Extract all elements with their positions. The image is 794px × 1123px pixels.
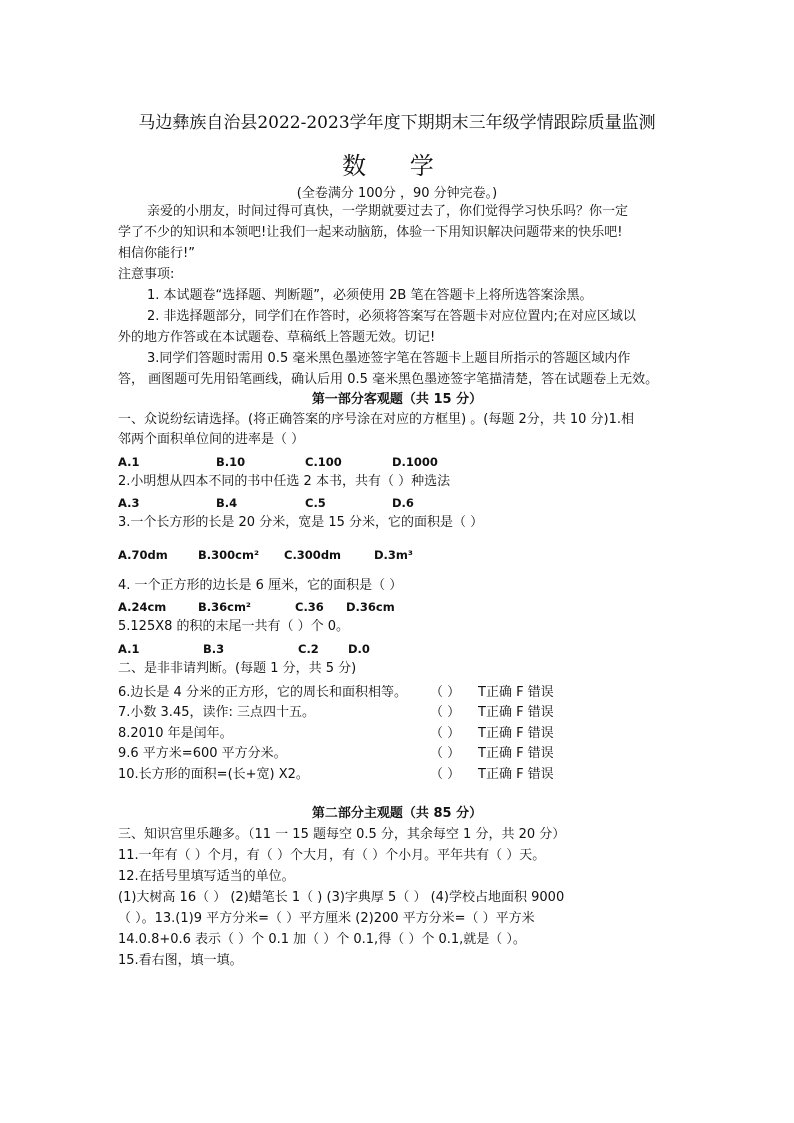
- q2-option-a: A.3: [118, 496, 140, 510]
- intro-line-2: 学了不少的知识和本领吧!让我们一起来动脑筋，体验一下用知识解决问题带来的快乐吧!: [118, 225, 623, 240]
- q2-option-c: C.5: [305, 496, 326, 510]
- part1-heading: 第一部分客观题（共 15 分）: [311, 392, 483, 407]
- intro-line-3: 相信你能行!”: [118, 246, 195, 261]
- q4-option-c: C.36: [295, 600, 324, 614]
- judge-item: [118, 763, 578, 782]
- q3-option-c: C.300dm: [284, 548, 342, 562]
- judge-true-false: T正确 F 错误: [478, 685, 554, 700]
- q5-option-a: A.1: [118, 642, 140, 656]
- q12-text: 12.在括号里填写适当的单位。: [118, 869, 295, 884]
- note-3b: 答， 画图题可先用铅笔画线，确认后用 0.5 毫米黑色墨迹签字笔描清楚，答在试题卷上无效。: [118, 372, 659, 387]
- q2-option-b: B.4: [216, 496, 238, 510]
- q3-text: 3.一个长方形的长是 20 分米，宽是 15 分米，它的面积是（ ）: [118, 515, 484, 530]
- judge-answer-blank: （ ）: [430, 705, 461, 720]
- part2-heading: 第二部分主观题（共 85 分）: [311, 806, 483, 821]
- q2-option-d: D.6: [392, 496, 414, 510]
- q1-option-c: C.100: [305, 455, 342, 469]
- note-1: 1. 本试题卷“选择题、判断题”，必须使用 2B 笔在答题卡上将所选答案涂黑。: [147, 288, 593, 303]
- judge-question: 8.2010 年是闰年。: [118, 726, 233, 741]
- judge-question: 10.长方形的面积=(长+宽) X2。: [118, 767, 309, 782]
- section3-heading: 三、知识宫里乐趣多。（11 一 15 题每空 0.5 分，其余每空 1 分，共 20 分）: [118, 827, 566, 842]
- judge-item: [118, 722, 578, 741]
- judge-true-false: T正确 F 错误: [478, 705, 554, 720]
- section1-line-b: 邻两个面积单位间的进率是（ ）: [118, 432, 305, 447]
- q1-option-a: A.1: [118, 455, 140, 469]
- q3-option-a: A.70dm: [118, 548, 168, 562]
- note-3a: 3.同学们答题时需用 0.5 毫米黑色墨迹签字笔在答题卡上题目所指示的答题区域内作: [147, 351, 631, 366]
- q4-option-d: D.36cm: [346, 600, 395, 614]
- exam-score-note: (全卷满分 100分 ，90 分钟完卷。): [296, 186, 498, 201]
- q13-line: （ ）。13.(1)9 平方分米=（ ）平方厘米 (2)200 平方分米=（ ）平方米: [118, 911, 535, 926]
- q5-option-c: C.2: [298, 642, 319, 656]
- judge-question: 7.小数 3.45，读作: 三点四十五。: [118, 705, 315, 720]
- judge-true-false: T正确 F 错误: [478, 746, 554, 761]
- q4-option-b: B.36cm²: [198, 600, 251, 614]
- q3-option-d: D.3m³: [374, 548, 413, 562]
- judge-question: 6.边长是 4 分米的正方形，它的周长和面积相等。: [118, 685, 407, 700]
- notes-heading: 注意事项:: [118, 267, 175, 282]
- note-2a: 2. 非选择题部分，同学们在作答时，必须将答案写在答题卡对应位置内;在对应区域以: [147, 309, 636, 324]
- q1-option-d: D.1000: [392, 455, 438, 469]
- q5-text: 5.125X8 的积的末尾一共有（ ）个 0。: [118, 619, 350, 634]
- judge-answer-blank: （ ）: [430, 685, 461, 700]
- judge-answer-blank: （ ）: [430, 767, 461, 782]
- exam-subject: 数 学: [342, 152, 452, 180]
- q12-units-line: (1)大树高 16（ ） (2)蜡笔长 1（ ) (3)字典厚 5（ ） (4)学校占地面积 9000: [118, 890, 565, 905]
- judge-item: [118, 681, 578, 700]
- q2-text: 2.小明想从四本不同的书中任选 2 本书，共有（ ）种选法: [118, 474, 451, 489]
- q15-text: 15.看右图，填一填。: [118, 953, 243, 968]
- q4-text: 4. 一个正方形的边长是 6 厘米，它的面积是（ ）: [118, 578, 403, 593]
- judge-question: 9.6 平方米=600 平方分米。: [118, 746, 287, 761]
- judge-true-false: T正确 F 错误: [478, 767, 554, 782]
- q4-option-a: A.24cm: [118, 600, 167, 614]
- q5-option-b: B.3: [203, 642, 225, 656]
- q1-option-b: B.10: [216, 455, 246, 469]
- judge-answer-blank: （ ）: [430, 746, 461, 761]
- q11-text: 11.一年有（ ）个月，有（ ）个大月，有（ ）个小月。平年共有（ ）天。: [118, 848, 546, 863]
- q5-option-d: D.0: [348, 642, 370, 656]
- note-2b: 外的地方作答或在本试题卷、草稿纸上答题无效。切记!: [118, 330, 436, 345]
- section1-line-a: 一、众说纷纭请选择。(将正确答案的序号涂在对应的方框里) 。(每题 2分，共 10 分)1.相: [118, 412, 635, 427]
- q14-text: 14.0.8+0.6 表示（ ）个 0.1 加（ ）个 0.1,得（ ）个 0.1,就是（ ）。: [118, 932, 526, 947]
- exam-title: 马边彝族自治县2022-2023学年度下期期末三年级学情跟踪质量监测: [138, 113, 656, 133]
- judge-answer-blank: （ ）: [430, 726, 461, 741]
- judge-item: [118, 742, 578, 761]
- intro-line-1: 亲爱的小朋友，时间过得可真快，一学期就要过去了，你们觉得学习快乐吗？你一定: [147, 204, 629, 219]
- judge-true-false: T正确 F 错误: [478, 726, 554, 741]
- judge-item: [118, 701, 578, 720]
- section2-heading: 二、是非非请判断。(每题 1 分，共 5 分): [118, 661, 357, 676]
- q3-option-b: B.300cm²: [198, 548, 259, 562]
